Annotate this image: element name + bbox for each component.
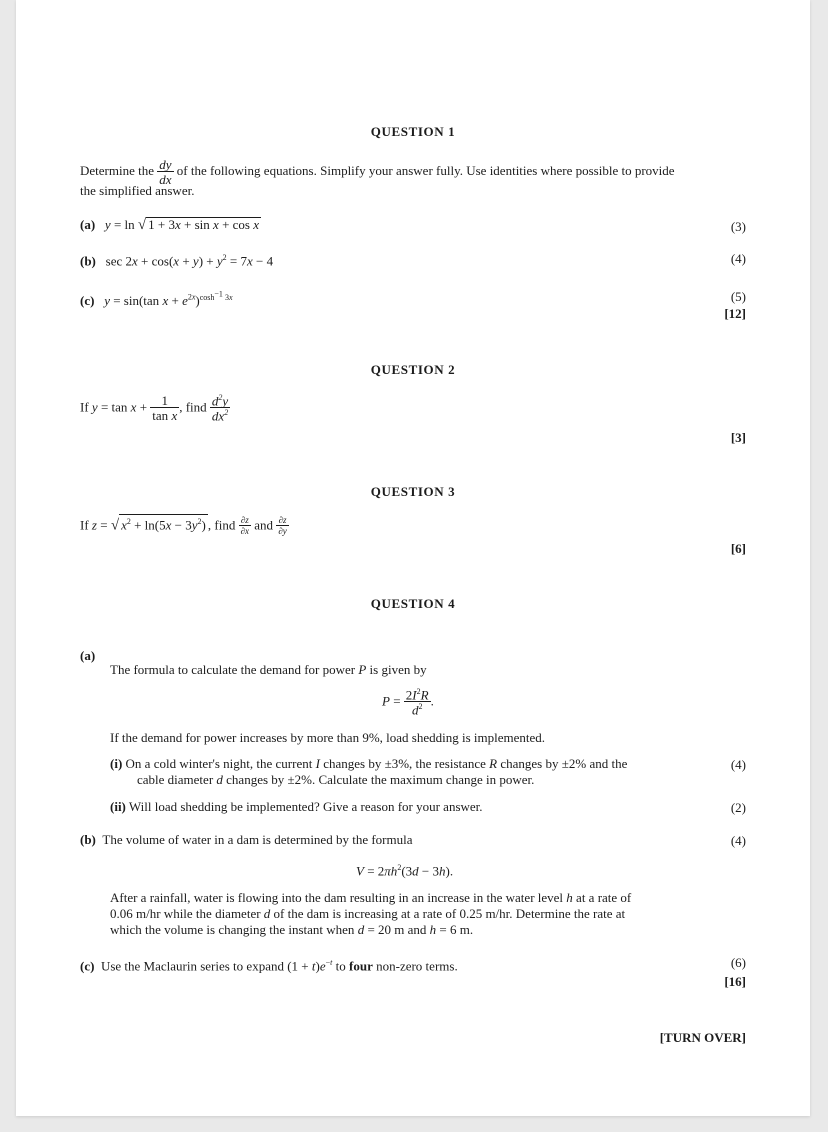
item-label: (b)	[80, 253, 96, 269]
q4-part-a-label: (a)	[80, 648, 96, 663]
q1-item-a: (a) y = ln √ 1 + 3x + sin x + cos x	[80, 217, 260, 233]
item-label: (a)	[80, 217, 96, 232]
line-text: On a cold winter's night, the current	[125, 756, 313, 771]
question-3-text: If z = √ $x^2 + \ln(5x - 3y^2)$ , find $\frac{\partial z}{\partial x}$ and $\frac{\partial z}{\partial y}$	[80, 515, 287, 537]
line-text: The volume of water in a dam is determined by the formula	[102, 832, 413, 847]
power-fraction: $\frac{2I^2R}{d^2}$	[405, 687, 429, 718]
volume-formula: $V = 2\pi h^2(3d - 3h)$.	[356, 863, 454, 879]
line-text: Use the Maclaurin series to expand	[100, 958, 284, 974]
line-text: 0.06 m/hr while the diameter	[110, 906, 261, 921]
intro-text-mid: of the following equations. Simplify your answer fully. Use identities where possible to provide	[176, 162, 675, 178]
question-1-intro-end: the simplified answer.	[80, 183, 195, 198]
line-text: changes by ±2%. Calculate the maximum change in power.	[226, 772, 535, 787]
sub-item-label: (i)	[110, 756, 123, 771]
paragraph-line: which the volume is changing the instant when d = 20 m and h = 6 m.	[110, 922, 474, 937]
line-text: = 20 m and	[367, 922, 427, 937]
line-text: Will load shedding be implemented? Give a reason for your answer.	[128, 799, 483, 814]
q1-total: [12]	[724, 306, 746, 321]
q4-c-mark: (6)	[730, 955, 746, 970]
line-text: to	[335, 958, 346, 974]
q1-item-c-mark: (5)	[730, 289, 746, 304]
q4-part-a-intro: The formula to calculate the demand for power P is given by	[110, 662, 427, 677]
find-word: find	[214, 517, 236, 533]
q4-b-mark: (4)	[730, 833, 746, 848]
line-text: at a rate of	[576, 890, 632, 905]
power-formula: P = $\frac{2I^2R}{d^2}$ .	[382, 687, 434, 718]
q4-total: [16]	[724, 974, 746, 989]
line-text: changes by ±3%, the resistance	[323, 756, 486, 771]
q4-load-shedding-condition: If the demand for power increases by more than 9%, load shedding is implemented.	[110, 730, 546, 745]
part-label: (c)	[80, 958, 95, 974]
bold-word: four	[349, 958, 373, 974]
turn-over-label: [TURN OVER]	[659, 1030, 746, 1045]
and-word: and	[254, 517, 274, 533]
line-text: After a rainfall, water is flowing into the dam resulting in an increase in the water level	[110, 890, 564, 905]
q1-item-a-mark: (3)	[730, 219, 746, 234]
q4-b-paragraph	[110, 890, 722, 938]
dy-dx-fraction: $\frac{dy}{dx}$	[159, 157, 172, 187]
q4-a-ii	[110, 799, 483, 815]
q4-part-c: (c) Use the Maclaurin series to expand $(1 + t)e^{-t}$ to four non-zero terms.	[80, 958, 458, 974]
question-2-text: If y = tan x + $\frac{1}{\text{tan x}}$ , find $\frac{d^2y}{dx^2}$	[80, 393, 229, 424]
q4-a-i-cont: cable diameter d changes by ±2%. Calculate the maximum change in power.	[137, 772, 535, 787]
question-1-intro	[80, 158, 760, 186]
q4-part-b	[80, 832, 413, 848]
q3-total: [6]	[730, 541, 746, 556]
paragraph-line: After a rainfall, water is flowing into the dam resulting in an increase in the water level h at a rate of	[110, 890, 632, 905]
one-over-tan-fraction: $\frac{1}{\text{tan x}}$	[152, 393, 178, 424]
if-word: If	[80, 399, 89, 415]
q1-item-c: (c) y = sin(tan $x + e^{2x})^{cosh^{-1} 3x}$	[80, 289, 233, 308]
dz-dy-fraction: $\frac{\partial z}{\partial y}$	[278, 515, 287, 537]
question-2-heading: QUESTION 2	[370, 362, 456, 377]
intro-text: The formula to calculate the demand for power	[110, 662, 356, 677]
line-text: non-zero terms.	[376, 958, 458, 974]
find-word: find	[185, 399, 207, 415]
exam-page	[16, 0, 810, 1116]
sub-item-label: (ii)	[110, 799, 126, 814]
question-3-heading: QUESTION 3	[370, 484, 456, 499]
line-text: of the dam is increasing at a rate of 0.25 m/hr. Determine the rate at	[273, 906, 626, 921]
part-label: (b)	[80, 832, 96, 847]
question-4-heading: QUESTION 4	[370, 596, 456, 611]
item-label: (c)	[80, 292, 95, 308]
line-text: = 6 m.	[439, 922, 474, 937]
if-word: If	[80, 517, 89, 533]
dz-dx-fraction: $\frac{\partial z}{\partial x}$	[240, 515, 250, 537]
line-text: cable diameter	[137, 772, 214, 787]
question-1-heading: QUESTION 1	[370, 124, 456, 139]
q2-total: [3]	[730, 430, 746, 445]
q1-item-b-mark: (4)	[730, 251, 746, 266]
line-text: changes by ±2% and the	[500, 756, 628, 771]
q1-item-b: (b) $\sec 2x + \cos(x + y) + y^2 = 7x - 4$	[80, 253, 274, 269]
line-text: which the volume is changing the instant when	[110, 922, 355, 937]
q4-a-ii-mark: (2)	[730, 800, 746, 815]
intro-text-start: Determine the	[80, 162, 154, 178]
q4-a-i-mark: (4)	[730, 757, 746, 772]
second-derivative-fraction: $\frac{d^2y}{dx^2}$	[211, 393, 229, 424]
intro-text-end: is given by	[369, 662, 427, 677]
q4-a-i: (i) On a cold winter's night, the current I changes by ±3%, the resistance R changes by ±2% and the	[110, 756, 628, 771]
paragraph-line: 0.06 m/hr while the diameter d of the dam is increasing at a rate of 0.25 m/hr. Determine the rate at	[110, 906, 626, 921]
